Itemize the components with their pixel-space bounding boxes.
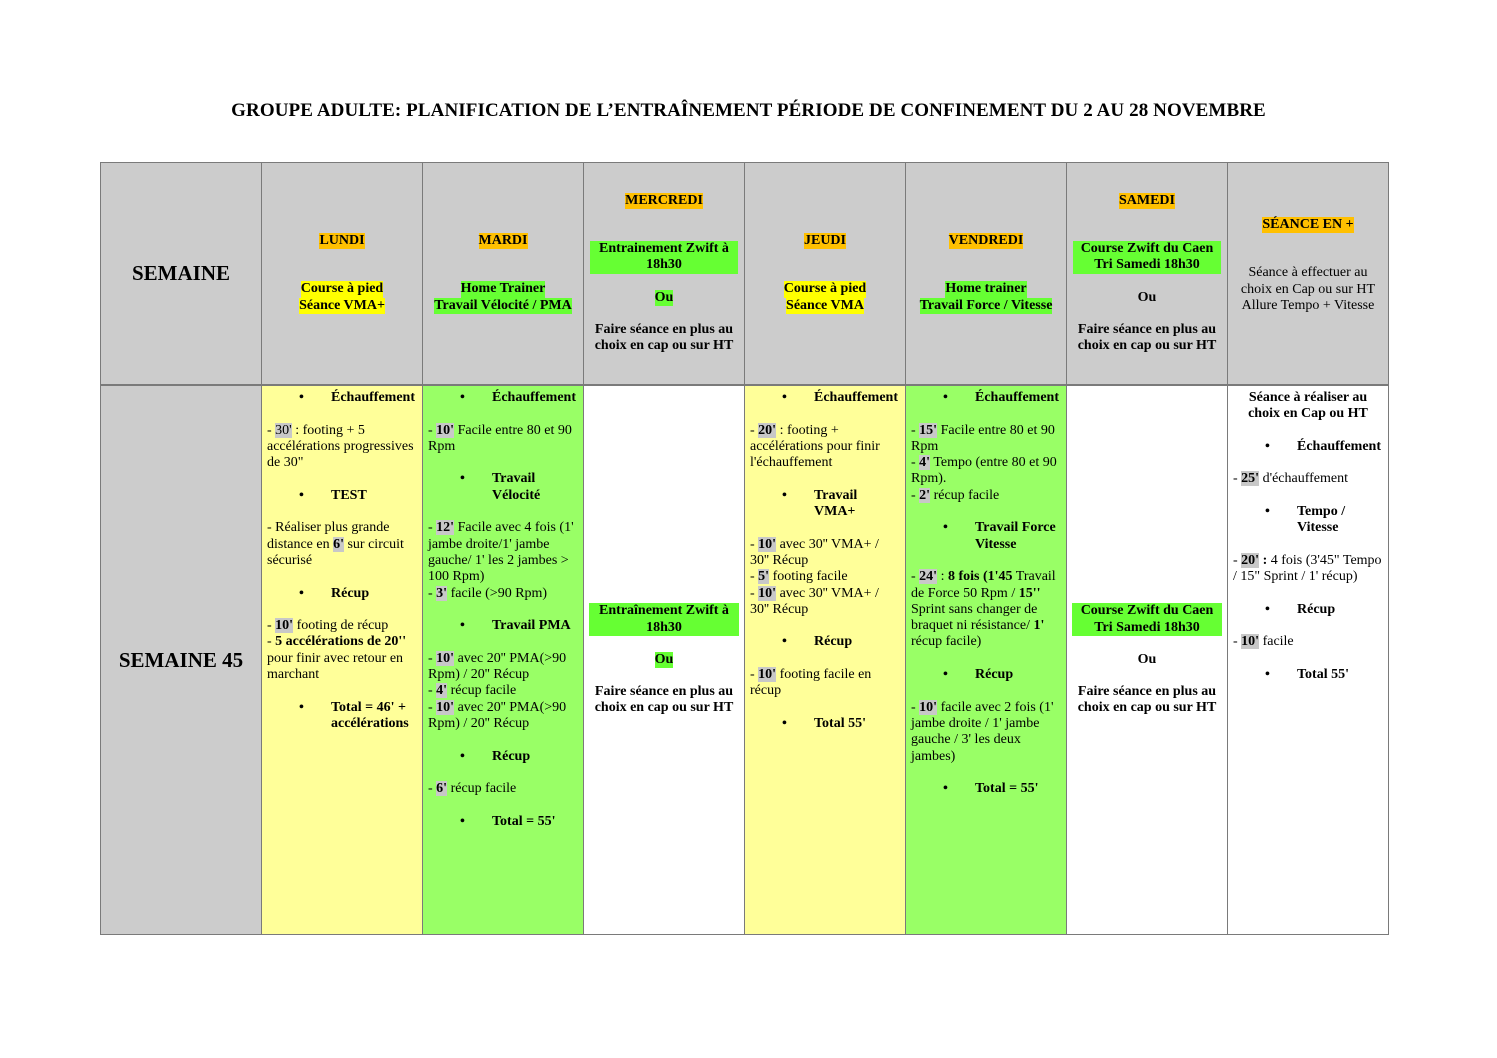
vendredi-line-5: - 10' facile avec 2 fois (1' jambe droite / 1' jambe gauche / 3' les deux jambes)	[911, 699, 1054, 764]
mardi-bullet-velocite: • Travail Vélocité	[428, 471, 578, 504]
header-samedi-l1: Course Zwift du Caen Tri Samedi 18h30	[1073, 241, 1221, 274]
vendredi-bullet-total: • Total = 55'	[911, 781, 1061, 797]
header-lundi	[261, 162, 423, 385]
day-samedi: SAMEDI	[1118, 192, 1175, 208]
header-lundi-l1: Course à pied	[300, 281, 384, 297]
samedi-line-1: Course Zwift du Caen Tri Samedi 18h30	[1072, 603, 1222, 636]
mardi-bullet-pma: • Travail PMA	[428, 618, 578, 634]
day-seance-plus: SÉANCE EN +	[1262, 216, 1354, 232]
jeudi-bullet-vma: • Travail VMA+	[750, 488, 900, 521]
mardi-line-3: - 3' facile (>90 Rpm)	[428, 585, 548, 601]
plus-bullet-tempo: • Tempo / Vitesse	[1233, 504, 1383, 537]
cell-seance-plus	[1227, 385, 1389, 935]
header-mercredi-l2: Faire séance en plus au choix en cap ou sur HT	[594, 321, 734, 354]
jeudi-bullet-recup: • Récup	[750, 634, 900, 650]
plus-line-2: - 20' : 4 fois (3'45" Tempo / 15" Sprint / 1' récup)	[1233, 552, 1382, 585]
lundi-bullet-echauffement: • Échauffement	[267, 390, 417, 406]
lundi-line-3: - 10' footing de récup	[267, 618, 389, 634]
jeudi-line-2: - 10' avec 30'' VMA+ / 30'' Récup	[750, 536, 879, 568]
lundi-line-4: - 5 accélérations de 20'' pour finir avec retour en marchant	[267, 634, 407, 683]
header-vendredi-l2: Travail Force / Vitesse	[919, 297, 1053, 313]
vendredi-bullet-force: • Travail Force Vitesse	[911, 520, 1061, 553]
jeudi-line-4: - 10' avec 30'' VMA+ / 30'' Récup	[750, 585, 879, 617]
mardi-line-1: - 10' Facile entre 80 et 90 Rpm	[428, 422, 572, 454]
header-semaine	[100, 162, 262, 385]
lundi-bullet-total: • Total = 46' + accélérations	[267, 700, 417, 733]
jeudi-bullet-echauffement: • Échauffement	[750, 390, 900, 406]
day-jeudi: JEUDI	[803, 233, 846, 249]
vendredi-line-4: - 24' : 8 fois (1'45 Travail de Force 50 Rpm / 15'' Sprint sans changer de braquet ni résistance/ 1' récup facile)	[911, 569, 1056, 650]
samedi-ou: Ou	[1137, 651, 1157, 667]
plus-line-1: - 25' d'échauffement	[1233, 471, 1349, 487]
mardi-line-7: - 6' récup facile	[428, 781, 517, 797]
mardi-bullet-recup: • Récup	[428, 749, 578, 765]
plus-bullet-echauffement: • Échauffement	[1233, 439, 1383, 455]
lundi-bullet-test: • TEST	[267, 488, 417, 504]
lundi-bullet-recup: • Récup	[267, 586, 417, 602]
mardi-bullet-total: • Total = 55'	[428, 814, 578, 830]
header-jeudi-l2: Séance VMA	[786, 297, 864, 313]
week-row	[100, 385, 1396, 935]
header-vendredi	[905, 162, 1067, 385]
header-lundi-l2: Séance VMA+	[299, 297, 385, 313]
mardi-line-4: - 10' avec 20'' PMA(>90 Rpm) / 20'' Récup	[428, 650, 567, 683]
cell-vendredi	[905, 385, 1067, 935]
week-label: SEMAINE 45	[118, 647, 244, 672]
page-title: GROUPE ADULTE: PLANIFICATION DE L’ENTRAÎNEMENT PÉRIODE DE CONFINEMENT DU 2 AU 28 NOVEMBRE	[231, 100, 1266, 121]
plus-line-3: - 10' facile	[1233, 634, 1294, 650]
lundi-line-2: - Réaliser plus grande distance en 6' sur circuit sécurisé	[267, 520, 404, 568]
header-mercredi-ou: Ou	[654, 289, 674, 305]
day-vendredi: VENDREDI	[948, 233, 1024, 249]
samedi-line-2: Faire séance en plus au choix en cap ou sur HT	[1077, 684, 1217, 716]
mardi-line-6: - 10' avec 20'' PMA(>90 Rpm) / 20'' Récup	[428, 699, 567, 731]
header-vendredi-l1: Home trainer	[945, 281, 1027, 297]
header-mardi-l1: Home Trainer	[460, 281, 546, 297]
cell-mercredi	[583, 385, 745, 935]
header-seance-plus	[1227, 162, 1389, 385]
day-lundi: LUNDI	[319, 233, 365, 249]
header-samedi-l2: Faire séance en plus au choix en cap ou sur HT	[1077, 321, 1217, 354]
mardi-line-5: - 4' récup facile	[428, 683, 517, 699]
jeudi-line-1: - 20' : footing + accélérations pour finir l'échauffement	[750, 422, 880, 471]
header-mercredi-l1: Entrainement Zwift à 18h30	[590, 241, 738, 274]
header-mercredi	[583, 162, 745, 385]
vendredi-bullet-recup: • Récup	[911, 667, 1061, 683]
header-row	[100, 162, 1396, 385]
vendredi-bullet-echauffement: • Échauffement	[911, 390, 1061, 406]
header-jeudi-l1: Course à pied	[783, 281, 867, 297]
jeudi-line-5: - 10' footing facile en récup	[750, 667, 872, 699]
vendredi-line-1: - 15' Facile entre 80 et 90 Rpm	[911, 422, 1055, 454]
cell-jeudi	[744, 385, 906, 935]
plus-bullet-total: • Total 55'	[1233, 667, 1383, 683]
vendredi-line-3: - 2' récup facile	[911, 487, 1000, 503]
header-samedi-ou: Ou	[1137, 289, 1157, 305]
cell-samedi	[1066, 385, 1228, 935]
cell-lundi	[261, 385, 423, 935]
mardi-bullet-echauffement: • Échauffement	[428, 390, 578, 406]
mercredi-ou: Ou	[654, 651, 674, 667]
week-label-cell	[100, 385, 262, 935]
lundi-line-1: - 30' : footing + 5 accélérations progressives de 30"	[267, 422, 414, 471]
mardi-line-2: - 12' Facile avec 4 fois (1' jambe droite/1' jambe gauche/ 1' les 2 jambes > 100 Rpm)	[428, 520, 574, 585]
plus-bullet-recup: • Récup	[1233, 602, 1383, 618]
vendredi-line-2: - 4' Tempo (entre 80 et 90 Rpm).	[911, 455, 1057, 487]
cell-mardi	[422, 385, 584, 935]
day-mardi: MARDI	[478, 233, 528, 249]
training-table	[100, 162, 1396, 935]
header-jeudi	[744, 162, 906, 385]
day-mercredi: MERCREDI	[625, 192, 703, 208]
jeudi-line-3: - 5' footing facile	[750, 569, 848, 585]
header-samedi	[1066, 162, 1228, 385]
mercredi-line-2: Faire séance en plus au choix en cap ou sur HT	[594, 684, 734, 716]
jeudi-bullet-total: • Total 55'	[750, 716, 900, 732]
header-semaine-label: SEMAINE	[131, 261, 231, 286]
header-mardi-l2: Travail Vélocité / PMA	[434, 297, 572, 313]
plus-head: Séance à réaliser au choix en Cap ou HT	[1248, 390, 1368, 422]
header-seance-plus-l1: Séance à effectuer au choix en Cap ou sur HT Allure Tempo + Vitesse	[1240, 265, 1376, 313]
mercredi-line-1: Entraînement Zwift à 18h30	[589, 603, 739, 636]
header-mardi	[422, 162, 584, 385]
